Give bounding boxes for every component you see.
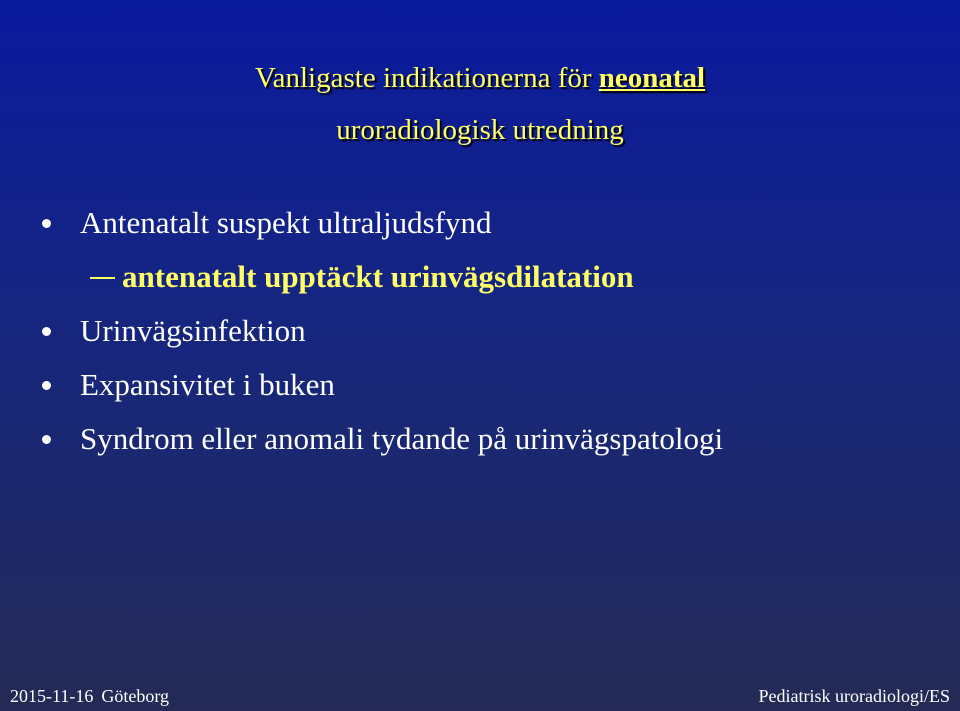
bullet-icon: [42, 381, 51, 390]
title-emphasis: neonatal: [598, 62, 706, 94]
footer-date-place: [10, 684, 169, 708]
bullet-list: [38, 196, 723, 466]
slide-title: [0, 52, 960, 156]
bullet-item: [38, 412, 723, 466]
bullet-item: [38, 358, 723, 412]
dash-icon: [90, 277, 115, 279]
bullet-text: Expansivitet i buken: [80, 367, 335, 402]
bullet-icon: [42, 435, 51, 444]
title-line-2: uroradiologisk utredning: [336, 114, 624, 146]
footer-course: Pediatrisk uroradiologi/ES: [758, 686, 950, 706]
title-line-1: [0, 52, 960, 104]
bullet-icon: [42, 219, 51, 228]
sub-bullet-item: [38, 250, 723, 304]
bullet-item: [38, 304, 723, 358]
footer-date: 2015-11-16: [10, 686, 94, 706]
sub-bullet-text: antenatalt upptäckt urinvägsdilatation: [122, 259, 634, 294]
title-text: Vanligaste indikationerna för: [254, 62, 599, 94]
bullet-item: [38, 196, 723, 250]
bullet-text: Urinvägsinfektion: [80, 313, 306, 348]
footer-place: Göteborg: [101, 686, 169, 706]
bullet-text: Syndrom eller anomali tydande på urinvägspatologi: [80, 421, 724, 456]
bullet-text: Antenatalt suspekt ultraljudsfynd: [80, 205, 492, 240]
bullet-icon: [42, 327, 51, 336]
